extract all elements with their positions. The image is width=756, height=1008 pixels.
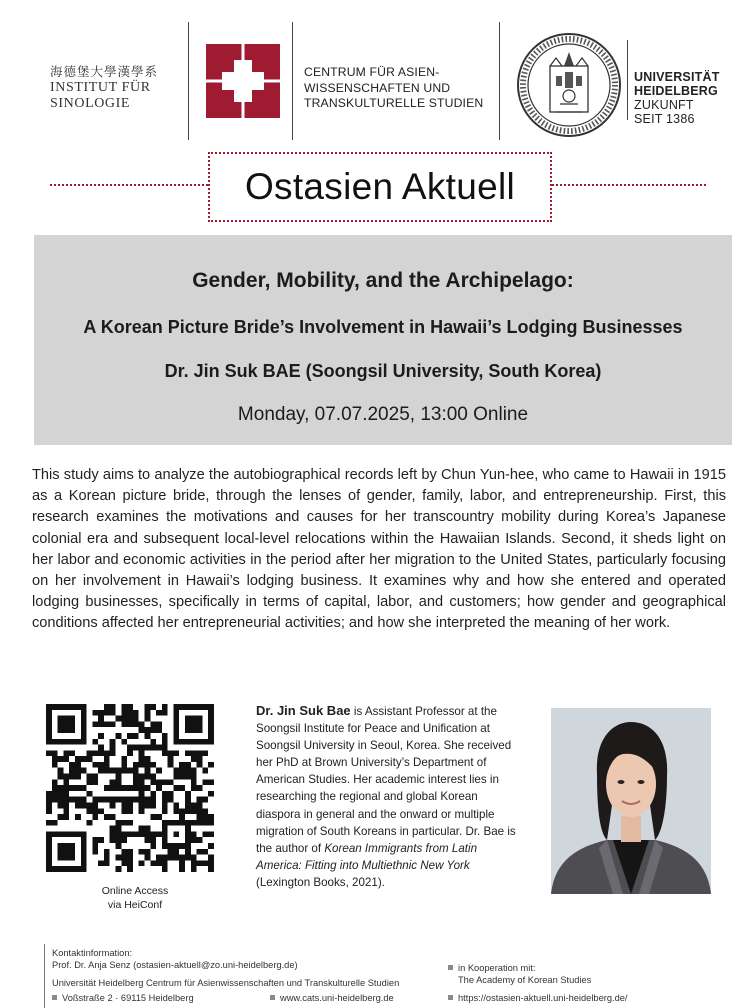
university-line-3: ZUKUNFT bbox=[634, 98, 694, 112]
qr-caption bbox=[80, 884, 190, 912]
title-dotted-rule-right bbox=[548, 184, 706, 186]
cats-line-3: TRANSKULTURELLE STUDIEN bbox=[304, 96, 484, 110]
event-title: Gender, Mobility, and the Archipelago: bbox=[192, 269, 574, 292]
speaker-photo bbox=[551, 708, 711, 894]
bio-book-title: Korean Immigrants from Latin America: Fitting into Multiethnic New York bbox=[256, 841, 478, 872]
footer-website[interactable]: www.cats.uni-heidelberg.de bbox=[280, 993, 394, 1003]
footer-divider bbox=[44, 944, 45, 1008]
footer-website-row[interactable] bbox=[270, 992, 394, 1004]
cats-line-2: WISSENSCHAFTEN UND bbox=[304, 80, 451, 95]
series-title-box bbox=[208, 152, 552, 222]
university-line-4: SEIT 1386 bbox=[634, 112, 695, 126]
event-speaker: Dr. Jin Suk BAE (Soongsil University, South Korea) bbox=[164, 361, 602, 381]
header-divider bbox=[499, 22, 500, 140]
footer-contact-person: Prof. Dr. Anja Senz (ostasien-aktuell@zo.uni-heidelberg.de) bbox=[52, 960, 298, 970]
cats-line-1: CENTRUM FÜR ASIEN- bbox=[304, 65, 440, 79]
bullet-square-icon bbox=[448, 965, 453, 970]
sinology-line-2: INSTITUT FÜR bbox=[50, 80, 151, 95]
footer-cooperation-partner: The Academy of Korean Studies bbox=[458, 975, 592, 985]
bullet-square-icon bbox=[270, 995, 275, 1000]
university-line-2: HEIDELBERG bbox=[634, 84, 718, 98]
sinology-logo bbox=[50, 62, 175, 112]
title-dotted-rule-left bbox=[50, 184, 208, 186]
series-title: Ostasien Aktuell bbox=[244, 166, 516, 207]
bio-text-1: is Assistant Professor at the Soongsil Institute for Peace and Unification at Soongsil University in Seoul, Korea. She received her PhD at Brown University’s Department of American Studies. Her academic interest lies in researching the regional and global Korean diaspora in general and the onward or multiple migration of South Koreans in particular. Dr. Bae is the author of bbox=[256, 705, 516, 855]
abstract-text: This study aims to analyze the autobiographical records left by Chun Yun-hee, who came to Hawaii in 1915 as a Korean picture bride, through the lenses of gender, family, labor, and entrepreneurship. First, this research examines the motivations and causes for her transcountry mobility during Korea’s Japanese colonial era and subsequent local-level relocations within the Hawaiian Islands. Second, it sheds light on her labor and economic activities in the period after her migration to the United States, particularly focusing on her involvement in Hawaii’s lodging business. It examines why and how she entered and operated lodging businesses, specifically in terms of capital, labor, and customers; how gender and geographical conditions affected her entrepreneurial activities; and how she interpreted the meaning of her work. bbox=[32, 467, 726, 632]
university-wordmark bbox=[634, 70, 720, 126]
footer-contact-label: Kontaktinformation: bbox=[52, 948, 133, 958]
university-line-1: UNIVERSITÄT bbox=[634, 70, 720, 84]
event-subtitle: A Korean Picture Bride’s Involvement in Hawaii’s Lodging Businesses bbox=[83, 317, 683, 337]
qr-code-icon[interactable] bbox=[46, 704, 214, 872]
footer-address: Voßstraße 2 · 69115 Heidelberg bbox=[62, 993, 194, 1003]
header-divider bbox=[627, 40, 628, 120]
cats-name bbox=[304, 65, 483, 112]
footer-address-row bbox=[52, 992, 194, 1004]
header-divider bbox=[188, 22, 189, 140]
sinology-chinese-name: 海德堡大學漢學系 bbox=[50, 64, 159, 79]
footer-event-url-row[interactable] bbox=[448, 992, 628, 1004]
footer-institution: Universität Heidelberg Centrum für Asienwissenschaften und Transkulturelle Studien bbox=[52, 978, 400, 988]
header-divider bbox=[292, 22, 293, 140]
bullet-square-icon bbox=[448, 995, 453, 1000]
footer-cooperation-label: in Kooperation mit: bbox=[458, 963, 536, 973]
qr-caption-line-2: via HeiConf bbox=[107, 899, 163, 911]
bio-text-2: (Lexington Books, 2021). bbox=[256, 875, 385, 889]
bio-name: Dr. Jin Suk Bae bbox=[256, 703, 351, 718]
university-seal-icon bbox=[516, 32, 622, 138]
event-datetime: Monday, 07.07.2025, 13:00 Online bbox=[237, 404, 529, 425]
qr-caption-line-1: Online Access bbox=[101, 885, 169, 897]
speaker-bio bbox=[256, 702, 520, 891]
bullet-square-icon bbox=[52, 995, 57, 1000]
footer-cooperation-label-row bbox=[448, 962, 536, 974]
footer-event-url[interactable]: https://ostasien-aktuell.uni-heidelberg.de/ bbox=[458, 993, 628, 1003]
cats-cross-logo bbox=[206, 44, 280, 118]
event-banner bbox=[34, 235, 732, 445]
sinology-line-3: SINOLOGIE bbox=[50, 96, 131, 111]
